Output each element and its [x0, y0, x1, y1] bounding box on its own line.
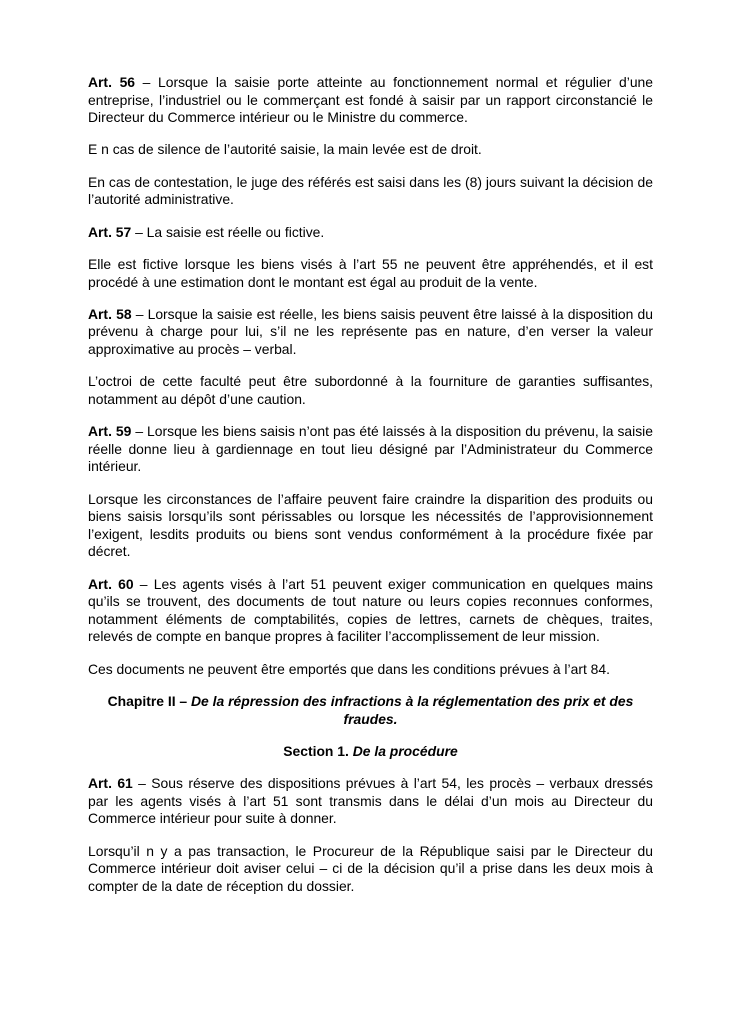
article-59 [88, 423, 653, 476]
article-text: – Lorsque les biens saisis n’ont pas été laissés à la disposition du prévenu, la saisie réelle donne lieu à gardiennage en tout lieu désigné par l’Administrateur du Commerce intérieur. [88, 423, 653, 475]
section-heading [88, 743, 653, 761]
paragraph-documents: Ces documents ne peuvent être emportés que dans les conditions prévues à l’art 84. [88, 660, 610, 677]
article-58 [88, 306, 653, 359]
article-60 [88, 576, 653, 646]
article-61 [88, 775, 653, 828]
article-label: Art. 56 [88, 74, 136, 90]
chapter-prefix: Chapitre II – [107, 693, 192, 709]
section-title: De la procédure [352, 742, 458, 759]
article-label: Art. 60 [88, 575, 134, 592]
section-prefix: Section 1. [283, 742, 353, 759]
paragraph-circonstances: Lorsque les circonstances de l’affaire peuvent faire craindre la disparition des produits ou biens saisis lorsqu’ils sont périssables ou lorsque les nécessités de l’approvisionnement l’exigent, lesdits produits ou biens sont vendus conformément à la procédure fixée par décret. [88, 490, 653, 560]
paragraph-transaction: Lorsqu’il n y a pas transaction, le Procureur de la République saisi par le Directeur du Commerce intérieur doit aviser celui – ci de la décision qu’il a prise dans les deux mois à compter de la date de réception du dossier. [88, 842, 653, 894]
article-57 [88, 224, 653, 242]
article-56 [88, 74, 653, 127]
article-label: Art. 61 [88, 775, 133, 792]
paragraph-contestation: En cas de contestation, le juge des référés est saisi dans les (8) jours suivant la décision de l’autorité administrative. [88, 173, 653, 208]
article-label: Art. 57 [88, 223, 132, 240]
chapter-heading [88, 693, 653, 728]
paragraph-octroi: L’octroi de cette faculté peut être subordonné à la fourniture de garanties suffisantes, notamment au dépôt d’une caution. [88, 373, 653, 407]
article-text: – Sous réserve des dispositions prévues à l’art 54, les procès – verbaux dressés par les agents visés à l’art 51 sont transmis dans le délai d’un mois au Directeur du Commerce intérieur pour suite à donner. [88, 775, 653, 827]
article-label: Art. 59 [88, 423, 132, 440]
article-text: – Lorsque la saisie est réelle, les biens saisis peuvent être laissé à la disposition du prévenu à charge pour lui, s’il ne les représente pas en nature, d’en verser la valeur approximative au procès – verbal. [88, 305, 654, 357]
chapter-title: De la répression des infractions à la réglementation des prix et des fraudes. [191, 693, 634, 727]
article-text: – La saisie est réelle ou fictive. [131, 223, 325, 240]
document-page [88, 74, 653, 910]
article-text: – Les agents visés à l’art 51 peuvent exiger communication en quelques mains qu’ils se trouvent, des documents de tout nature ou leurs copies reconnues conformes, notamment éléments de comptabilités, copies de lettres, carnets de chèques, traites, relevés de compte en banque propres à faciliter l’accomplissement de leur mission. [88, 575, 653, 645]
article-text: – Lorsque la saisie porte atteinte au fonctionnement normal et régulier d’une entreprise, l’industriel ou le commerçant est fondé à saisir par un rapport circonstancié le Directeur du Commerce intérieur ou le Ministre du commerce. [88, 74, 653, 126]
paragraph-silence: E n cas de silence de l’autorité saisie, la main levée est de droit. [88, 141, 482, 158]
article-label: Art. 58 [88, 305, 132, 322]
paragraph-fictive: Elle est fictive lorsque les biens visés à l’art 55 ne peuvent être appréhendés, et il est procédé à une estimation dont le montant est égal au produit de la vente. [88, 255, 653, 290]
